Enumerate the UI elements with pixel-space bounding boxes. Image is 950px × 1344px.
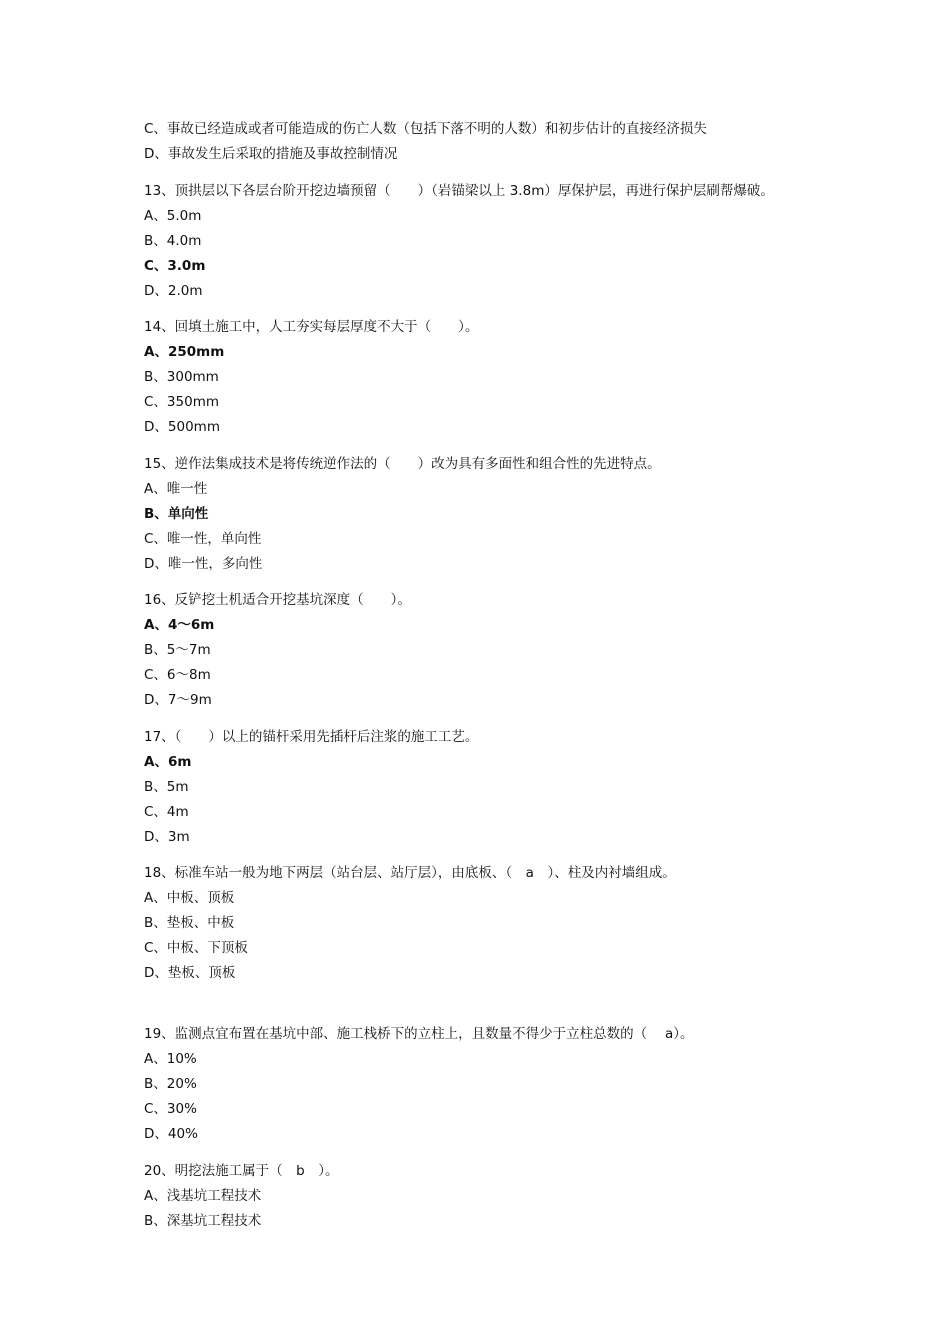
option-a-q17-answer: A、6m: [144, 754, 192, 770]
option-d-q15: D、唯一性，多向性: [144, 556, 263, 572]
option-b-q13: B、4.0m: [144, 233, 202, 249]
question-16: 16、反铲挖土机适合开挖基坑深度（ ）。: [144, 592, 411, 608]
option-d-q19: D、40%: [144, 1126, 198, 1142]
question-13: 13、顶拱层以下各层台阶开挖边墙预留（ ）（岩锚梁以上 3.8m）厚保护层，再进行保护层刷帮爆破。: [144, 183, 774, 199]
option-b-q14: B、300mm: [144, 369, 219, 385]
question-14: 14、回填土施工中，人工夯实每层厚度不大于（ ）。: [144, 319, 479, 335]
option-d-q14: D、500mm: [144, 419, 220, 435]
option-b-q17: B、5m: [144, 779, 189, 795]
option-b-q20: B、深基坑工程技术: [144, 1213, 262, 1229]
option-b-q18: B、垫板、中板: [144, 915, 235, 931]
question-15: 15、逆作法集成技术是将传统逆作法的（ ）改为具有多面性和组合性的先进特点。: [144, 456, 661, 472]
option-c-q16: C、6～8m: [144, 667, 211, 683]
option-a-q20: A、浅基坑工程技术: [144, 1188, 262, 1204]
option-d-q12: D、事故发生后采取的措施及事故控制情况: [144, 146, 398, 162]
option-a-q15: A、唯一性: [144, 481, 208, 497]
option-a-q16-answer: A、4～6m: [144, 617, 215, 633]
option-a-q14-answer: A、250mm: [144, 344, 225, 360]
option-d-q18: D、垫板、顶板: [144, 965, 236, 981]
option-b-q19: B、20%: [144, 1076, 197, 1092]
option-c-q13-answer: C、3.0m: [144, 258, 206, 274]
option-c-q17: C、4m: [144, 804, 189, 820]
option-c-q14: C、350mm: [144, 394, 219, 410]
option-d-q17: D、3m: [144, 829, 190, 845]
option-a-q18: A、中板、顶板: [144, 890, 235, 906]
question-20: 20、明挖法施工属于（ b ）。: [144, 1163, 339, 1179]
option-b-q15-answer: B、单向性: [144, 506, 209, 522]
option-a-q13: A、5.0m: [144, 208, 202, 224]
option-c-q18: C、中板、下顶板: [144, 940, 248, 956]
option-d-q16: D、7～9m: [144, 692, 212, 708]
option-c-q19: C、30%: [144, 1101, 197, 1117]
option-c-q15: C、唯一性，单向性: [144, 531, 262, 547]
option-c-q12: C、事故已经造成或者可能造成的伤亡人数（包括下落不明的人数）和初步估计的直接经济损失: [144, 121, 707, 137]
question-17: 17、（ ）以上的锚杆采用先插杆后注浆的施工工艺。: [144, 729, 479, 745]
question-19: 19、监测点宜布置在基坑中部、施工栈桥下的立柱上，且数量不得少于立柱总数的（ a）。: [144, 1026, 694, 1042]
option-a-q19: A、10%: [144, 1051, 197, 1067]
option-d-q13: D、2.0m: [144, 283, 203, 299]
option-b-q16: B、5～7m: [144, 642, 211, 658]
question-18: 18、标准车站一般为地下两层（站台层、站厅层），由底板、（ a ）、柱及内衬墙组成。: [144, 865, 676, 881]
